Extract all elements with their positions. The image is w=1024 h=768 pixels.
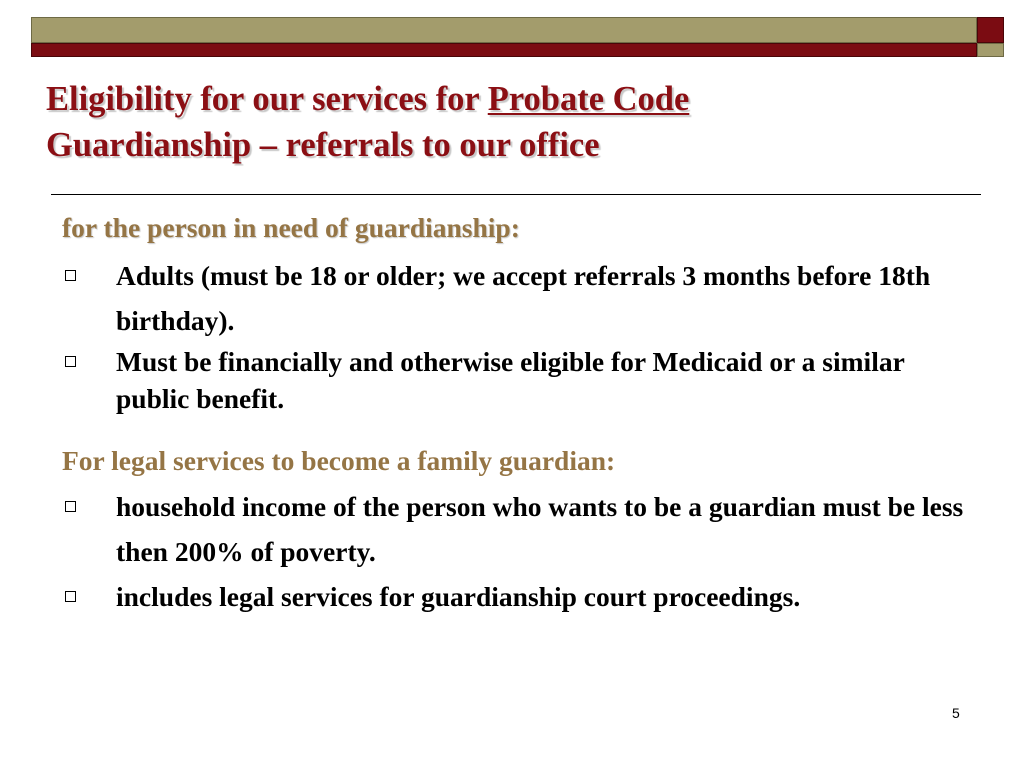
bullet-text: includes legal services for guardianship court proceedings. — [116, 581, 801, 612]
list-item — [0, 253, 966, 343]
slide-title — [46, 76, 986, 168]
bullet-text: Must be financially and otherwise eligible for Medicaid or a similar public benefit. — [116, 346, 905, 414]
header-bar-olive — [31, 17, 977, 43]
section2-bullet-list — [0, 484, 966, 619]
square-bullet-icon — [65, 501, 76, 512]
title-divider — [51, 194, 981, 195]
list-item — [0, 574, 966, 619]
square-bullet-icon — [65, 270, 76, 281]
header-square-olive — [977, 43, 1004, 57]
header-square-maroon — [977, 17, 1004, 43]
bullet-text: Adults (must be 18 or older; we accept referrals 3 months before 18th birthday). — [116, 260, 931, 336]
list-item — [0, 343, 966, 417]
section1-bullet-list — [0, 253, 966, 417]
section1-heading: for the person in need of guardianship: — [62, 212, 520, 243]
title-part1: Eligibility for our services for — [46, 80, 488, 118]
section2-heading: For legal services to become a family guardian: — [62, 445, 616, 476]
title-part2: Guardianship – referrals to our office — [46, 126, 600, 164]
square-bullet-icon — [65, 591, 76, 602]
page-number: 5 — [952, 705, 960, 721]
header-bar-maroon — [31, 43, 977, 57]
list-item — [0, 484, 966, 574]
square-bullet-icon — [65, 356, 76, 367]
probate-code-link[interactable]: Probate Code — [487, 80, 690, 118]
bullet-text: household income of the person who wants to be a guardian must be less then 200% of poverty. — [116, 491, 964, 567]
